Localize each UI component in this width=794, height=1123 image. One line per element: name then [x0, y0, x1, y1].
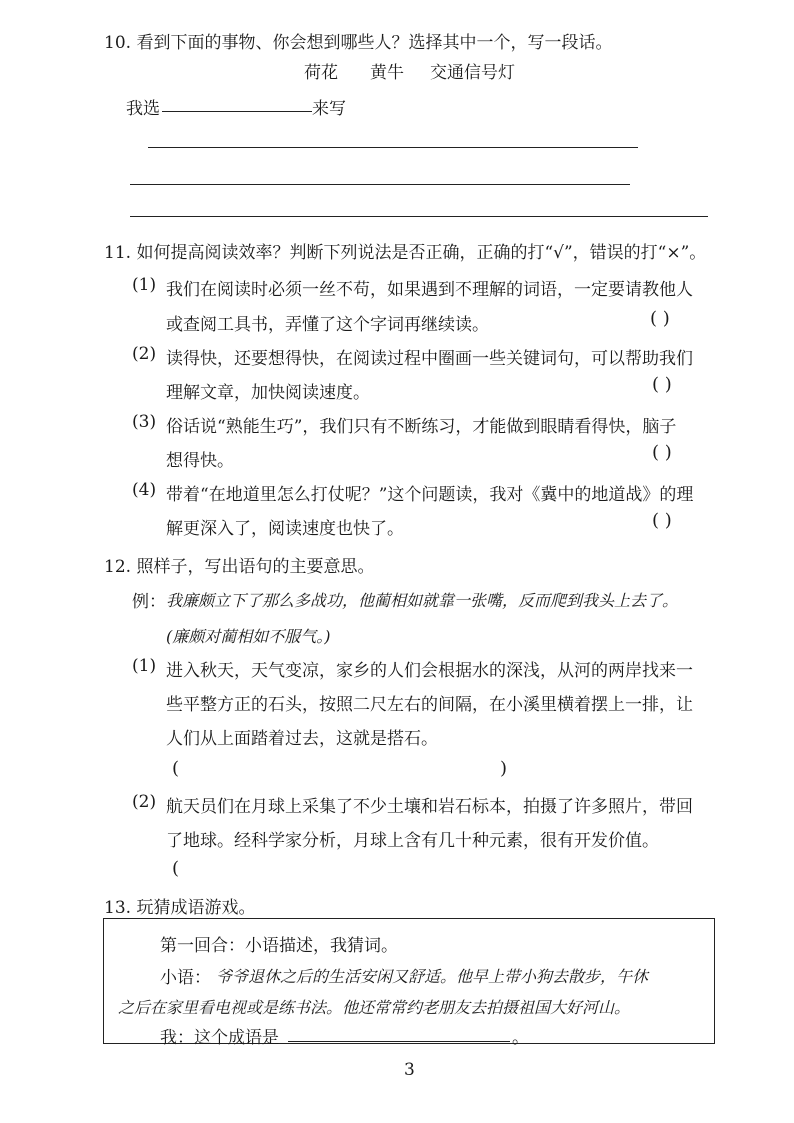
q11-item-4-line2: 解更深入了，阅读速度也快了。 [166, 519, 404, 539]
q13-round: 第一回合：小语描述，我猜词。 [160, 936, 398, 956]
q12-item-2-line1: 航天员们在月球上采集了不少土壤和岩石标本，拍摄了许多照片，带回 [166, 797, 693, 817]
q12-example-text: 我廉颇立下了那么多战功，他蔺相如就靠一张嘴，反而爬到我头上去了。 [166, 591, 679, 610]
q13-line2: 之后在家里看电视或是练书法。他还常常约老朋友去拍摄祖国大好河山。 [118, 998, 631, 1017]
q12-item-1-answer-field[interactable] [186, 762, 496, 784]
q10-choose-suffix: 来写 [312, 99, 346, 119]
q10-option-3: 交通信号灯 [430, 63, 515, 83]
q12-item-2-num: (2) [132, 792, 157, 812]
q10-writing-line-1[interactable] [148, 147, 638, 148]
q12-item-1-close-paren: ) [500, 758, 508, 779]
q12-item-2-open-paren: ( [172, 858, 180, 879]
q12-title: 12. 照样子，写出语句的主要意思。 [104, 557, 375, 577]
q10-title: 10. 看到下面的事物、你会想到哪些人？选择其中一个，写一段话。 [104, 33, 613, 53]
q11-item-4-answer[interactable]: ( ) [652, 510, 672, 531]
q11-item-2-line2: 理解文章，加快阅读速度。 [166, 383, 370, 403]
q13-speaker: 小语： [160, 968, 211, 988]
q12-item-2-line2: 了地球。经科学家分析，月球上含有几十种元素，很有开发价值。 [166, 831, 659, 851]
q12-item-1-line2: 些平整方正的石头，按照二尺左右的间隔，在小溪里横着摆上一排，让 [166, 695, 693, 715]
q10-choose-prefix: 我选 [126, 99, 160, 119]
q10-option-1: 荷花 [304, 63, 338, 83]
q12-item-2-answer-field[interactable] [186, 862, 496, 884]
q11-item-2-num: (2) [132, 344, 157, 364]
q11-title: 11. 如何提高阅读效率？判断下列说法是否正确，正确的打“√”，错误的打“×”。 [104, 243, 707, 263]
q12-item-1-line1: 进入秋天，天气变凉，家乡的人们会根据水的深浅，从河的两岸找来一 [166, 661, 693, 681]
q11-item-2-line1: 读得快，还要想得快，在阅读过程中圈画一些关键词句，可以帮助我们 [166, 349, 693, 369]
q11-item-3-answer[interactable]: ( ) [652, 442, 672, 463]
q10-writing-line-2[interactable] [130, 184, 630, 185]
q11-item-3-line1: 俗话说“熟能生巧”，我们只有不断练习，才能做到眼睛看得快，脑子 [166, 417, 677, 437]
q11-item-4-line1: 带着“在地道里怎么打仗呢？”这个问题读，我对《冀中的地道战》的理 [166, 485, 694, 505]
q10-option-2: 黄牛 [370, 63, 404, 83]
q12-example-answer: (廉颇对蔺相如不服气。) [166, 627, 331, 646]
q11-item-3-line2: 想得快。 [166, 451, 234, 471]
q11-item-1-num: (1) [132, 275, 157, 295]
q10-choose-blank[interactable] [162, 111, 312, 112]
q12-item-1-open-paren: ( [172, 758, 180, 779]
q13-me-suffix: 。 [512, 1028, 529, 1048]
q13-idiom-blank[interactable] [288, 1041, 510, 1042]
q13-me-prefix: 我：这个成语是 [160, 1028, 279, 1048]
q11-item-3-num: (3) [132, 412, 157, 432]
q11-item-2-answer[interactable]: ( ) [652, 374, 672, 395]
page-number: 3 [404, 1060, 415, 1080]
q11-item-1-line1: 我们在阅读时必须一丝不苟，如果遇到不理解的词语，一定要请教他人 [166, 280, 693, 300]
q12-item-1-num: (1) [132, 656, 157, 676]
q11-item-1-answer[interactable]: ( ) [650, 308, 670, 329]
q11-item-4-num: (4) [132, 480, 157, 500]
q10-writing-line-3[interactable] [130, 216, 708, 217]
q13-title: 13. 玩猜成语游戏。 [104, 898, 256, 918]
q13-game-box [103, 918, 715, 1048]
q12-example-label: 例： [132, 592, 166, 612]
q11-item-1-line2: 或查阅工具书，弄懂了这个字词再继续读。 [166, 315, 489, 335]
q12-item-1-line3: 人们从上面踏着过去，这就是搭石。 [166, 729, 438, 749]
q13-line1: 爷爷退休之后的生活安闲又舒适。他早上带小狗去散步，午休 [216, 967, 649, 986]
